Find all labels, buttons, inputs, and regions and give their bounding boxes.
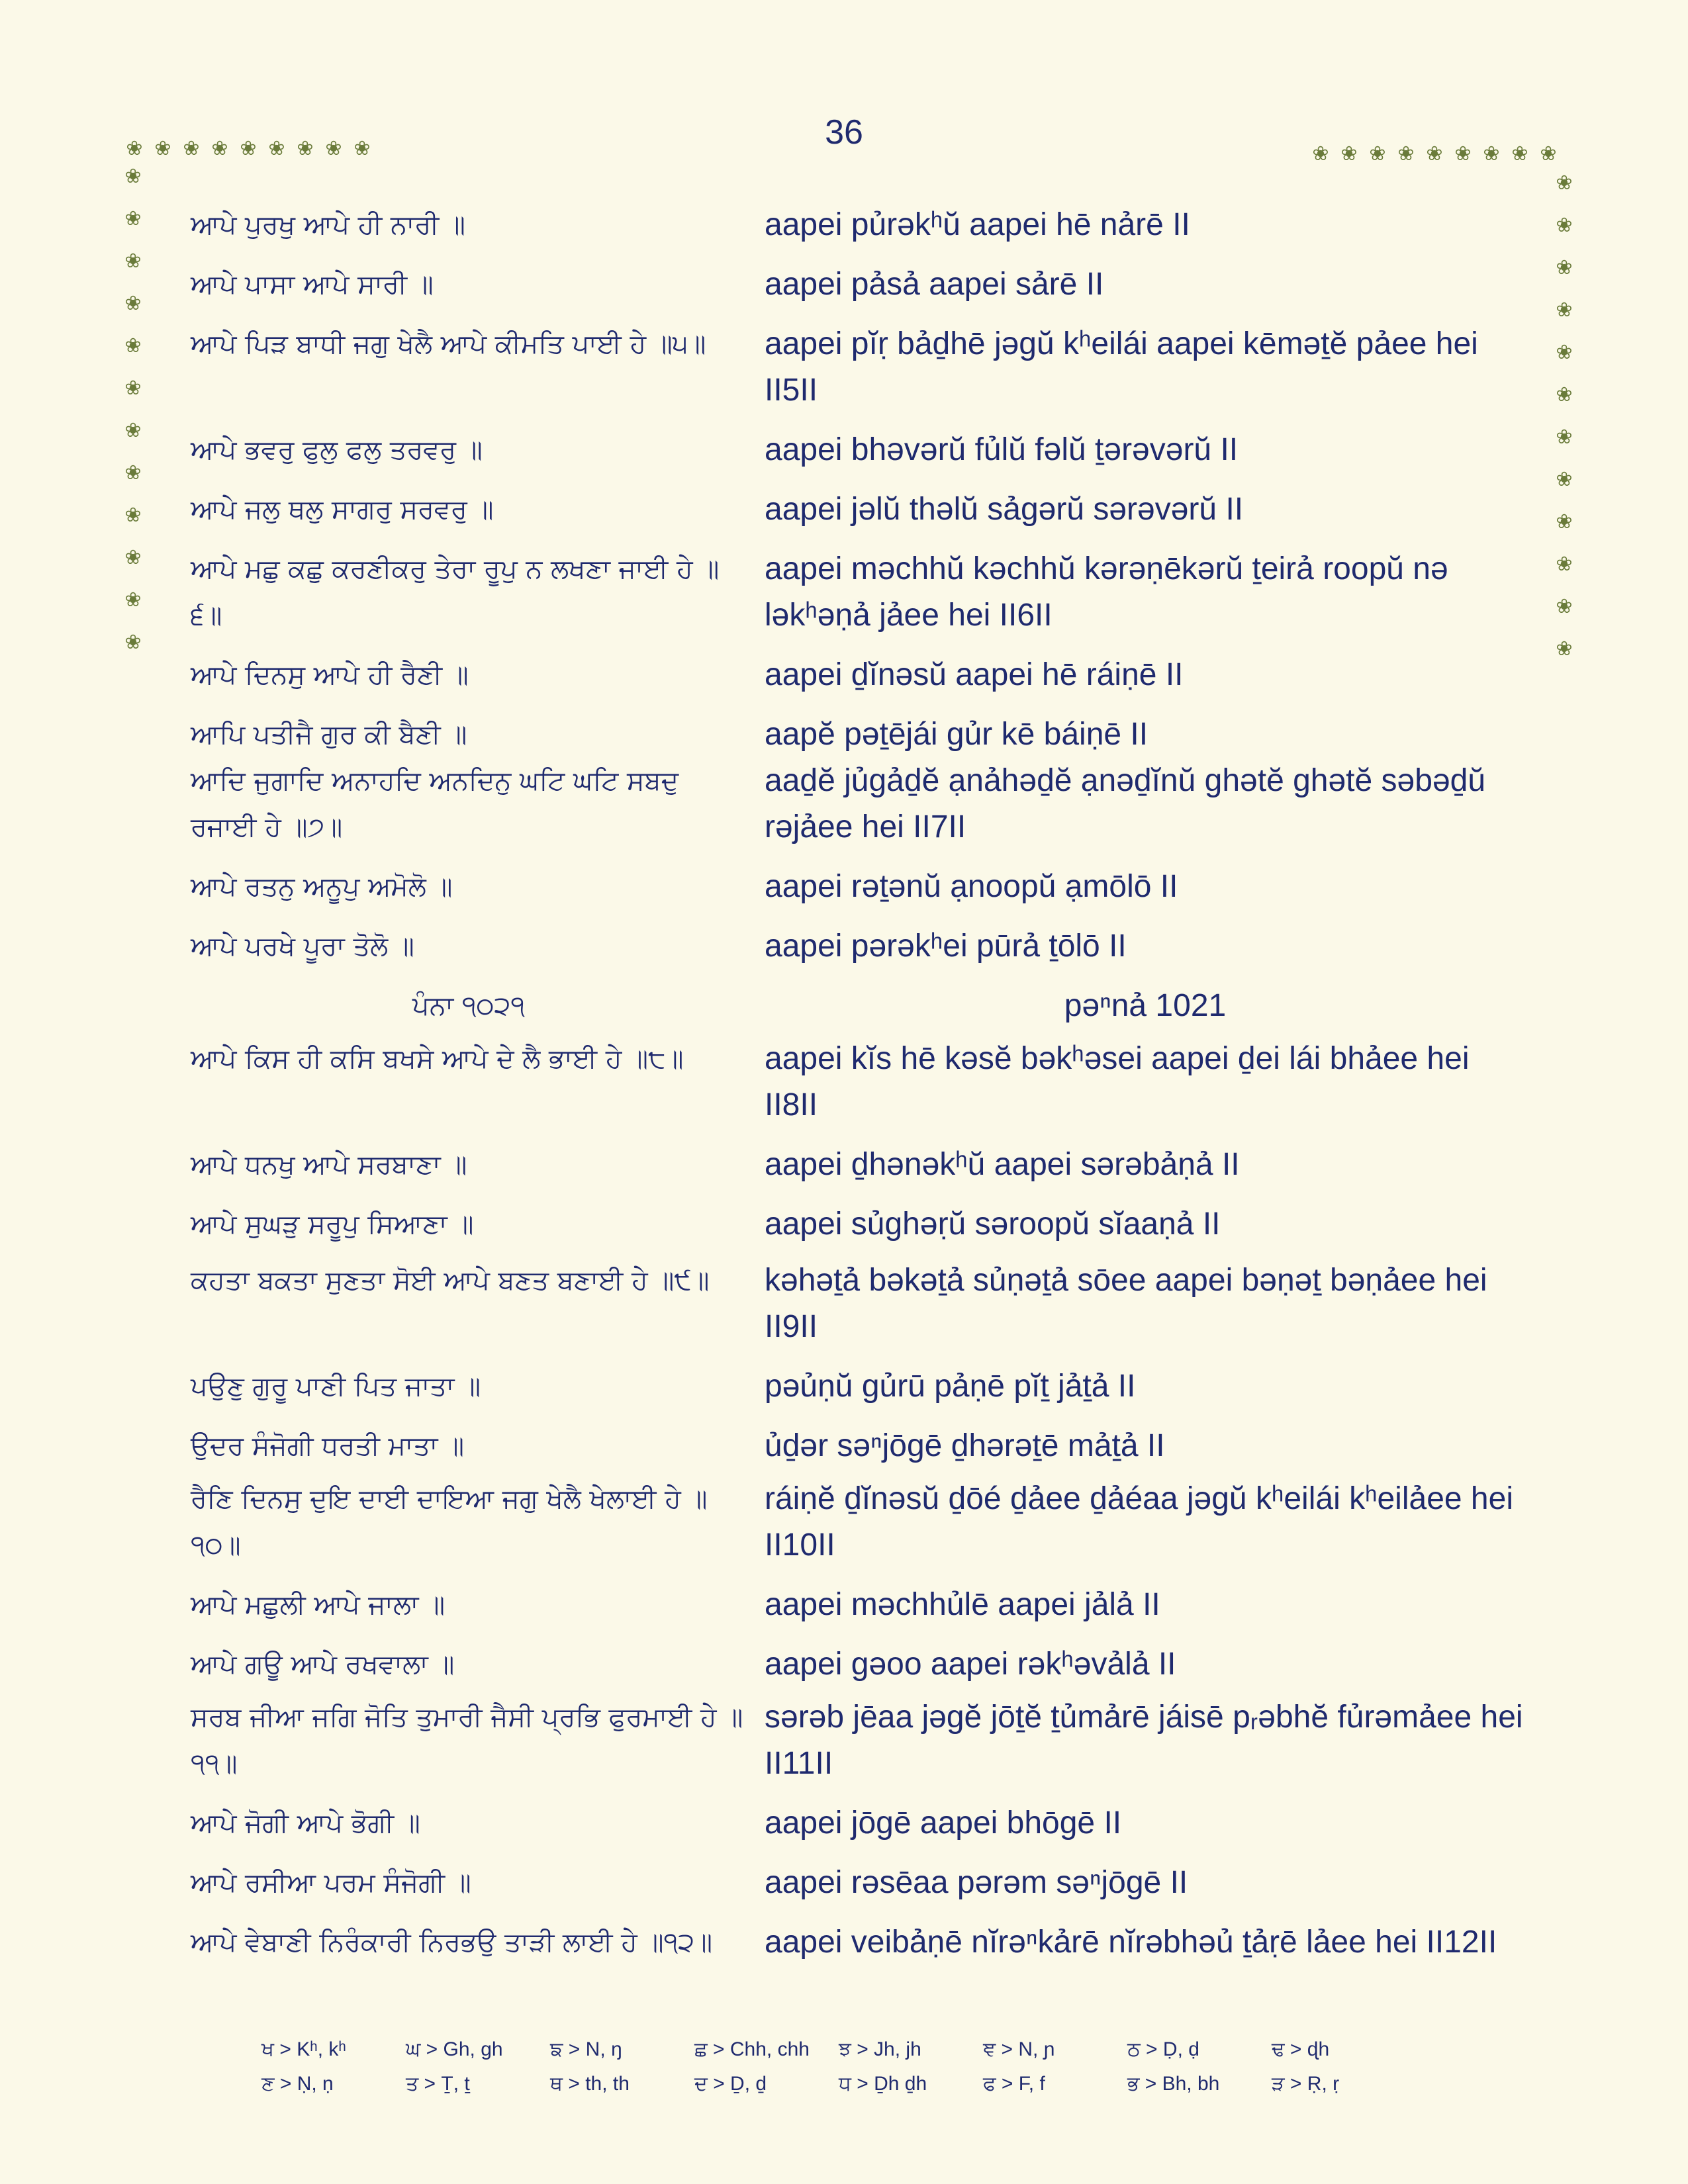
gurmukhi-line: ਆਪੇ ਮਛੁਲੀ ਆਪੇ ਜਾਲਾ ॥: [191, 1590, 445, 1620]
legend-item: ਧ > Ḏh ḏh: [839, 2073, 927, 2095]
gurmukhi-line: ਆਪੇ ਜੋਗੀ ਆਪੇ ਭੋਗੀ ॥: [191, 1808, 420, 1839]
transliteration-line: aapei gəoo aapei rəkʰəvảlả II: [765, 1647, 1176, 1682]
transliteration-line: ủḏər səⁿjōgē ḏhərəṯē mảṯả II: [765, 1428, 1165, 1463]
gurmukhi-line: ਆਪੇ ਰਸੀਆ ਪਰਮ ਸੰਜੋਗੀ ॥: [191, 1868, 471, 1898]
transliteration-line: aapei sủghəṛŭ səroopŭ sĭaaṇả II: [765, 1206, 1221, 1242]
transliteration-line: aaḏĕ jủgảḏĕ ạnảhəḏĕ ạnəḏĭnŭ ghətĕ ghətĕ səbəḏŭ rəjảee hei II7II: [765, 763, 1486, 844]
legend-item: ਣ > Ṇ, ṇ: [261, 2073, 334, 2095]
legend-item: ਘ > Gh, gh: [406, 2038, 503, 2060]
gurmukhi-line: ਆਪੇ ਮਛੁ ਕਛੁ ਕਰਣੀਕਰੁ ਤੇਰਾ ਰੂਪੁ ਨ ਲਖਣਾ ਜਾਈ ਹੇ ॥੬॥: [191, 554, 720, 631]
gurmukhi-line: ਆਦਿ ਜੁਗਾਦਿ ਅਨਾਹਦਿ ਅਨਦਿਨੁ ਘਟਿ ਘਟਿ ਸਬਦੁ ਰਜਾਈ ਹੇ ॥੭॥: [191, 766, 679, 842]
legend-item: ਥ > th, th: [550, 2073, 630, 2095]
legend-item: ਞ > N, ɲ: [983, 2038, 1055, 2060]
gurmukhi-line: ਆਪੇ ਪਾਸਾ ਆਪੇ ਸਾਰੀ ॥: [191, 269, 434, 300]
gurmukhi-line: ਆਪੇ ਵੇਬਾਣੀ ਨਿਰੰਕਾਰੀ ਨਿਰਭਉ ਤਾੜੀ ਲਾਈ ਹੇ ॥੧੨॥: [191, 1927, 713, 1958]
legend-item: ਙ > N, ŋ: [550, 2038, 622, 2060]
page-number: 36: [825, 113, 863, 152]
transliteration-line: aapei veibảṇē nĭrəⁿkảrē nĭrəbhəủ ṯảṛē lảee hei II12II: [765, 1925, 1497, 1960]
gurmukhi-line: ਆਪੇ ਪਿੜ ਬਾਧੀ ਜਗੁ ਖੇਲੈ ਆਪੇ ਕੀਮਤਿ ਪਾਈ ਹੇ ॥੫॥: [191, 329, 706, 359]
transliteration-line: aapei pảsả aapei sảrē II: [765, 267, 1104, 302]
transliteration-line: aapĕ pəṯējái gủr kē báiṇē II: [765, 717, 1149, 752]
transliteration-line: pəⁿnả 1021: [1064, 988, 1227, 1023]
legend-item: ਝ > Jh, jh: [839, 2038, 921, 2060]
transliteration-line: aapei pərəkʰei pūrả ṯōlō II: [765, 929, 1127, 964]
transliteration-line: aapei rəṯənŭ ạnoopŭ ạmōlō II: [765, 869, 1178, 904]
gurmukhi-line: ਪੰਨਾ ੧੦੨੧: [412, 991, 526, 1021]
transliteration-line: aapei jōgē aapei bhōgē II: [765, 1805, 1122, 1841]
transliteration-line: aapei jəlŭ thəlŭ sảgərŭ sərəvərŭ II: [765, 492, 1244, 527]
gurmukhi-line: ਆਪਿ ਪਤੀਜੈ ਗੁਰ ਕੀ ਬੈਣੀ ॥: [191, 719, 467, 750]
gurmukhi-line: ਆਪੇ ਦਿਨਸੁ ਆਪੇ ਹੀ ਰੈਣੀ ॥: [191, 660, 469, 690]
transliteration-line: aapei bhəvərŭ fủlŭ fəlŭ ṯərəvərŭ II: [765, 432, 1239, 467]
gurmukhi-line: ਰੈਣਿ ਦਿਨਸੁ ਦੁਇ ਦਾਈ ਦਾਇਆ ਜਗੁ ਖੇਲੈ ਖੇਲਾਈ ਹੇ ॥੧੦॥: [191, 1484, 708, 1561]
gurmukhi-line: ਆਪੇ ਰਤਨੁ ਅਨੂਪੁ ਅਮੋਲੋ ॥: [191, 872, 453, 902]
gurmukhi-line: ਆਪੇ ਕਿਸ ਹੀ ਕਸਿ ਬਖਸੇ ਆਪੇ ਦੇ ਲੈ ਭਾਈ ਹੇ ॥੮॥: [191, 1044, 684, 1074]
transliteration-line: sərəb jēaa jəgĕ jōṯĕ ṯủmảrē jáisē pᵣəbhĕ fủrəmảee hei II11II: [765, 1700, 1523, 1781]
legend-item: ਢ > ɖh: [1272, 2038, 1330, 2060]
legend-item: ਫ > F, f: [983, 2073, 1045, 2095]
legend-item: ਦ > Ḏ, ḏ: [694, 2073, 767, 2095]
transliteration-line: aapei pĭṛ bảḏhē jəgŭ kʰeilái aapei kēməṯĕ pảee hei II5II: [765, 326, 1478, 408]
legend-item: ਭ > Bh, bh: [1127, 2073, 1220, 2095]
transliteration-line: aapei pủrəkʰŭ aapei hē nảrē II: [765, 207, 1190, 242]
transliteration-line: kəhəṯả bəkəṯả sủṇəṯả sōee aapei bəṇəṯ bəṇảee hei II9II: [765, 1263, 1487, 1344]
legend-item: ੜ > Ṛ, ṛ: [1272, 2073, 1340, 2095]
gurmukhi-line: ਆਪੇ ਪਰਖੇ ਪੂਰਾ ਤੋਲੋ ॥: [191, 931, 414, 962]
gurmukhi-line: ਉਦਰ ਸੰਜੋਗੀ ਧਰਤੀ ਮਾਤਾ ॥: [191, 1431, 465, 1461]
legend-row: [261, 2073, 1453, 2107]
transliteration-line: aapei məchhủlē aapei jảlả II: [765, 1587, 1160, 1622]
transliteration-line: aapei rəsēaa pərəm səⁿjōgē II: [765, 1865, 1188, 1900]
gurmukhi-line: ਪਉਣੁ ਗੁਰੂ ਪਾਣੀ ਪਿਤ ਜਾਤਾ ॥: [191, 1371, 481, 1402]
legend-item: ਤ > Ṯ, ṯ: [406, 2073, 470, 2095]
transliteration-line: aapei ḏhənəkʰŭ aapei sərəbảṇả II: [765, 1147, 1240, 1182]
transliteration-line: ráiṇĕ ḏĭnəsŭ ḏōé ḏảee ḏảéaa jəgŭ kʰeilái kʰeilảee hei II10II: [765, 1481, 1513, 1563]
gurmukhi-line: ਆਪੇ ਜਲੁ ਥਲੁ ਸਾਗਰੁ ਸਰਵਰੁ ॥: [191, 494, 494, 525]
gurmukhi-line: ਆਪੇ ਸੁਘੜੁ ਸਰੂਪੁ ਸਿਆਣਾ ॥: [191, 1209, 474, 1240]
legend-item: ਖ > Kʰ, kʰ: [261, 2038, 346, 2060]
legend-row: [261, 2038, 1453, 2073]
gurmukhi-line: ਆਪੇ ਭਵਰੁ ਫੁਲੁ ਫਲੁ ਤਰਵਰੁ ॥: [191, 435, 483, 465]
gurmukhi-line: ਸਰਬ ਜੀਆ ਜਗਿ ਜੋਤਿ ਤੁਮਾਰੀ ਜੈਸੀ ਪ੍ਰਭਿ ਫੁਰਮਾਈ ਹੇ ॥੧੧॥: [191, 1702, 743, 1779]
legend-item: ਠ > Ḍ, ḍ: [1127, 2038, 1199, 2060]
transliteration-legend: [261, 2038, 1453, 2107]
transliteration-line: aapei kĭs hē kəsĕ bəkʰəsei aapei ḏei lái bhảee hei II8II: [765, 1041, 1470, 1122]
gurmukhi-line: ਆਪੇ ਪੁਰਖੁ ਆਪੇ ਹੀ ਨਾਰੀ ॥: [191, 210, 466, 240]
transliteration-line: aapei məchhŭ kəchhŭ kərəṇēkərŭ ṯeirả roopŭ nə ləkʰəṇả jảee hei II6II: [765, 551, 1448, 633]
gurmukhi-line: ਕਹਤਾ ਬਕਤਾ ਸੁਣਤਾ ਸੋਈ ਆਪੇ ਬਣਤ ਬਣਾਈ ਹੇ ॥੯॥: [191, 1265, 710, 1296]
gurmukhi-line: ਆਪੇ ਗਊ ਆਪੇ ਰਖਵਾਲਾ ॥: [191, 1649, 455, 1680]
legend-item: ਛ > Chh, chh: [694, 2038, 810, 2060]
transliteration-line: pəủṇŭ gủrū pảṇē pĭṯ jảṯả II: [765, 1369, 1136, 1404]
transliteration-line: aapei ḏĭnəsŭ aapei hē ráiṇē II: [765, 657, 1184, 692]
gurmukhi-line: ਆਪੇ ਧਨਖੁ ਆਪੇ ਸਰਬਾਣਾ ॥: [191, 1150, 467, 1180]
